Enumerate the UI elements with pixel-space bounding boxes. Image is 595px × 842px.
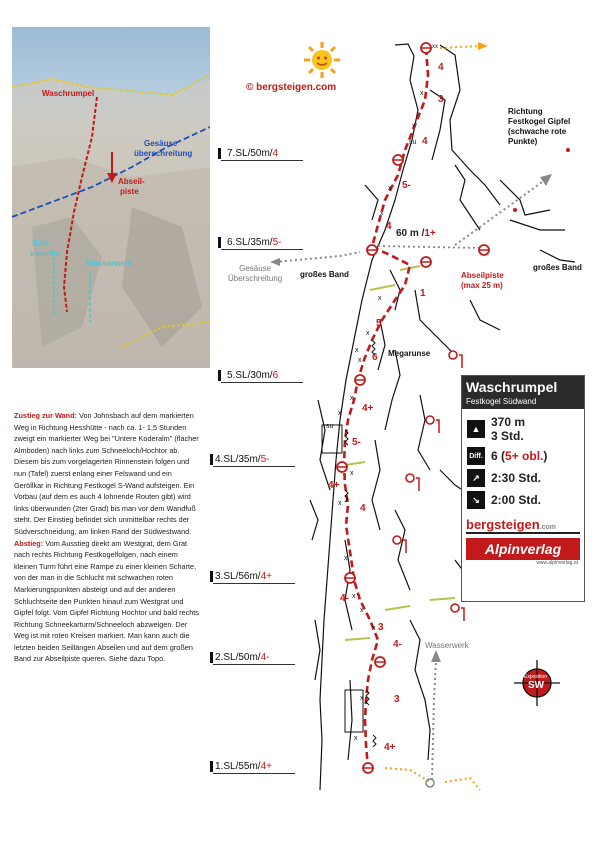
photo-label-rappel-2: piste [120, 187, 139, 196]
big-band-left-label: großes Band [300, 270, 349, 279]
height-row [462, 413, 584, 445]
route-grade-label: 5- [352, 437, 361, 448]
pitch-label: 4.SL/35m/5- [215, 454, 270, 465]
sixty-m-text: 60 m / [396, 228, 425, 239]
climber-icon: ▲ [467, 420, 485, 438]
svg-text:x: x [355, 347, 359, 354]
approach-row [462, 467, 584, 489]
route-grade-label: 5 [376, 318, 382, 329]
svg-text:x: x [338, 500, 342, 507]
photo-label-south-2: verschn. [30, 249, 63, 258]
route-grade-label: 4 [386, 221, 392, 232]
route-grade-label: 3 [378, 622, 384, 633]
route-grade-label: 4 [360, 503, 366, 514]
big-band-right-label: großes Band [533, 263, 582, 272]
route-grade-label: 4+ [362, 403, 374, 414]
pitch-label: 6.SL/35m/5- [227, 237, 282, 248]
pitch-label: 1.SL/55m/4+ [215, 761, 272, 772]
route-grade-label: 4+ [328, 480, 340, 491]
svg-text:x: x [358, 357, 362, 364]
hiker-up-icon: ↗ [467, 469, 485, 487]
pitch-label: 5.SL/30m/6 [227, 370, 279, 381]
photo-label-traverse-2: überschreitung [134, 149, 193, 158]
approach-time: 2:30 Std. [491, 471, 542, 485]
hiker-down-icon: ↘ [467, 491, 485, 509]
descent-heading: Abstieg: [14, 538, 44, 548]
route-grade-label: 4- [340, 593, 349, 604]
pitch-marker [210, 652, 213, 663]
su-label-1: su [409, 139, 417, 146]
pitch-marker [218, 370, 221, 381]
pitch-marker [210, 761, 213, 772]
route-grade-label: 1 [420, 288, 426, 299]
svg-text:x: x [388, 185, 392, 192]
descent-time: 2:00 Std. [491, 493, 542, 507]
svg-text:x: x [378, 295, 382, 302]
svg-text:x: x [372, 625, 376, 632]
sixty-m-label [396, 228, 436, 239]
sixty-m-grade: 1+ [424, 228, 436, 239]
gesause-traverse-label: Gesäuse Überschreitung [228, 264, 283, 283]
xx-label: xx [432, 44, 438, 50]
rappel-label: Abseilpiste (max 25 m) [461, 271, 504, 290]
svg-text:x: x [366, 330, 370, 337]
alpinverlag-url: www.alpinverlag.at [536, 560, 578, 566]
pitch-label: 2.SL/50m/4- [215, 652, 270, 663]
photo-label-route: Waschrumpel [42, 89, 95, 98]
difficulty-icon: Diff. [467, 447, 485, 465]
compass-value: SW [528, 680, 545, 691]
copyright-url: © bergsteigen.com [246, 82, 337, 93]
svg-text:x: x [344, 555, 348, 562]
route-height: 370 m [491, 415, 526, 429]
svg-text:x: x [352, 593, 356, 600]
svg-text:x: x [360, 607, 364, 614]
svg-text:x: x [360, 695, 364, 702]
photo-label-rappel-1: Abseil- [118, 177, 145, 186]
photo-label-south-1: Süd- [32, 239, 50, 248]
card-title: Waschrumpel [466, 379, 558, 395]
descent-row [462, 489, 584, 511]
route-grade-label: 6 [372, 352, 378, 363]
pitch-label: 7.SL/50m/4 [227, 148, 279, 159]
route-grade-label: 3 [438, 94, 444, 105]
difficulty-row: Diff. 6 (5+ obl.) [462, 445, 584, 467]
summit-direction-label: Richtung Festkogel Gipfel (schwache rote Punkte) [508, 107, 571, 146]
route-grade-label: 4+ [384, 742, 396, 753]
route-grade-label: 4- [393, 639, 402, 650]
svg-text:x: x [380, 210, 384, 217]
pitch-marker [218, 237, 221, 248]
wasserwerk-label: Wasserwerk [425, 641, 469, 650]
card-subtitle: Festkogel Südwand [466, 397, 537, 406]
pitch-marker [210, 571, 213, 582]
route-grade-label: 4 [438, 62, 444, 73]
svg-text:x: x [338, 410, 342, 417]
svg-text:x: x [354, 735, 358, 742]
approach-text: Von Johnsbach auf dem markierten Weg in Richtung Hesshütte - nach ca. 1- 1,5 Stunden zweigt ein markierter Weg bei "Untere Koderalm" (flacher Almboden) nach links zum Schneeloch/Hochtor ab. Diesem bis zum vorgelagerten Rinnenstein folgen und nun (Tafel) zuerst enlang einer Felswand und ein Geröllkar in Richtung Festkogel S-Wand aufsteigen. Ein Vorbau (auf dem es auch 4 lohnende Routen gibt) wird links überwunden (2ter Grad) bis man vor dem Wandfuß steht. Der Einstieg befindet sich unmittelbar rechts der Südverschneidung, am linken Rand der Südwestwand. [14, 411, 199, 536]
descent-text: Vom Ausstieg direkt am Westgrat, dem Grat nach rechts Richtung Festkogelfolgen, nach einem kleinen Turm führt eine Rampe zu einer kleinen Scharte, von der man in die Schlucht mit schwachen roten Markierungspunkten absteigt und auf der anderen Schluchtseite den Punkten hinauf zum Westgrat und Gipfel folgt. Vom Gipfel Richtung Hochtor und bald rechts Richtung Schneekarturm/Schneeloch abzweigen. Der Weg ist mit roten Kreisen markiert. Man kann auch die letzten beiden Seillängen Abseilen und auf dem großen Band zur Abseilpiste queren. Siehe dazu Topo. [14, 538, 199, 664]
photo-label-traverse-1: Gesäuse [144, 139, 178, 148]
alpinverlag-logo: Alpinverlag [466, 538, 580, 560]
svg-text:x: x [350, 395, 354, 402]
su-label-2: su [326, 423, 334, 430]
svg-text:x: x [420, 90, 424, 97]
svg-text:x: x [350, 470, 354, 477]
route-duration: 3 Std. [491, 429, 524, 443]
bergsteigen-logo: bergsteigen.com [466, 517, 580, 534]
svg-text:x: x [412, 123, 416, 130]
route-grade-label: 5- [402, 180, 411, 191]
pitch-label: 3.SL/56m/4+ [215, 571, 272, 582]
pitch-marker [210, 454, 213, 465]
photo-label-water: Wasserwerk [86, 259, 133, 268]
compass-exposition-label: Exposition [524, 674, 548, 680]
route-description [14, 410, 200, 665]
route-grade-label: 3 [394, 694, 400, 705]
pitch-marker [218, 148, 221, 159]
approach-heading: Zustieg zur Wand: [14, 411, 77, 420]
card-header [462, 376, 584, 409]
route-info-card [461, 375, 585, 602]
route-grade-label: 4 [422, 136, 428, 147]
megarunse-label: Megarunse [388, 349, 431, 358]
